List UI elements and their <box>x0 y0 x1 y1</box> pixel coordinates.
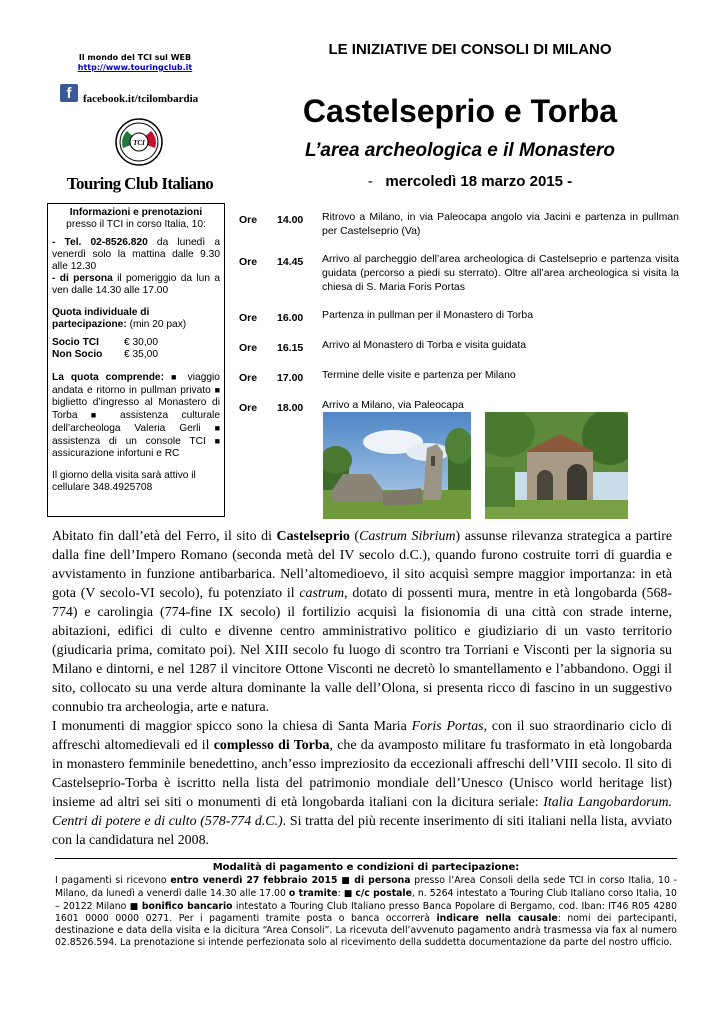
bullet-icon: ■ <box>171 372 181 382</box>
pay-t3: di persona <box>354 875 411 886</box>
schedule-desc: Partenza in pullman per il Monastero di Torba <box>322 309 534 321</box>
paragraph-2 <box>52 717 672 850</box>
persona-text: il pomeriggio da lun a ven dalle 14.30 alle 17.00 <box>52 273 220 296</box>
tel-text: da lunedì a venerdì solo la mattina dalle 9.30 alle 12.30 <box>52 237 221 272</box>
price-socio <box>52 337 220 349</box>
ore-label: Ore <box>239 256 258 268</box>
quota-label: Quota individuale di partecipazione: <box>52 307 150 330</box>
pay-t6: : <box>337 887 344 899</box>
pay-t7: c/c postale <box>355 887 412 899</box>
pay-t10: intestato a Touring Club Italiano presso Banca Popolare di Bergamo, cod. Iban: IT46 R05 4280 1601 0000 0000 0271. Per i pagamenti tramite posta o banca occorrerà <box>55 900 677 925</box>
persona-label: - di persona <box>52 273 113 284</box>
bullet-icon: ■ <box>343 888 353 899</box>
event-date <box>280 173 660 190</box>
consoli-heading: LE INIZIATIVE DEI CONSOLI DI MILANO <box>328 41 612 58</box>
schedule-desc: Arrivo al parcheggio dell’area archeologica di Castelseprio e partenza visita guidata (percorso a piedi su sterrato). Oltre all’area archeologica si visita la chiesa di S. Maria Foris Portas <box>322 253 679 293</box>
p2-c: , con il suo straordinario ciclo di affreschi altomedievali ed il <box>52 719 672 753</box>
schedule-time: 14.00 <box>277 214 304 226</box>
schedule-desc: Termine delle visite e partenza per Milano <box>322 369 516 381</box>
price-nonsocio <box>52 349 220 361</box>
pay-t11: indicare nella causale <box>436 913 558 925</box>
payment-title: Modalità di pagamento e condizioni di partecipazione: <box>212 862 520 873</box>
bullet-icon: ■ <box>214 436 220 446</box>
facebook-link[interactable]: facebook.it/tcilombardia <box>83 93 199 105</box>
facebook-icon[interactable]: f <box>60 84 78 102</box>
p1-g: , dotato di possenti mura, mentre in età longobarda (568-774) e carolingia (774-fine IX secolo) il fortilizio acquisì la fisionomia di una città con strade interne, abitazioni, edifici di culto e divenne centro amministrativo politico e giudiziario di un vasto territorio (giudicaria prima, comitato poi). Nel XIII secolo fu luogo di scontro tra Torriani e Visconti per la signoria su Milano e dintorni, e nel 1287 il vincitore Ottone Visconti ne decretò lo smantellamento e l’abbandono. Oggi il sito, collocato su una verde altura dominante la valle dell’Olona, si presenta ricco di fascino in un suggestivo connubio tra archeologia, arte e natura. <box>52 586 672 715</box>
p1-f: castrum <box>299 586 345 601</box>
logo-text: TCI <box>133 139 145 147</box>
pay-t2: entro venerdì 27 febbraio 2015 <box>170 875 338 886</box>
cellulare-note: Il giorno della visita sarà attivo il cellulare 348.4925708 <box>52 470 196 493</box>
tci-logo-icon <box>115 118 163 166</box>
comprende-5: assicurazione infortuni e RC <box>52 448 180 459</box>
torba-monastery-photo <box>485 412 628 519</box>
ore-label: Ore <box>239 402 258 414</box>
info-box <box>47 203 225 517</box>
p2-b: Foris Portas <box>411 719 484 734</box>
comprende-2: biglietto d’ingresso al Monastero di Torba <box>52 397 220 421</box>
pay-t12: : nomi dei partecipanti, destinazione e data della visita e la dicitura “Area Consoli”. La ricevuta dell’avvenuto pagamento andrà trasmessa via fax al numero 02.8526.594. La prenotazione si intende perfezionata solo al ricevimento della suddetta documentazione da parte del nostro ufficio. <box>55 913 677 948</box>
ore-label: Ore <box>239 342 258 354</box>
schedule-desc: Arrivo a Milano, via Paleocapa <box>322 399 464 411</box>
nonsocio-price: € 35,00 <box>124 349 158 360</box>
bullet-icon: ■ <box>341 876 351 886</box>
pay-t8: , n. 5264 intestato a Touring Club Italiano corso Italia, 10 – 20122 Milano <box>55 887 677 912</box>
p2-d: complesso di Torba <box>213 738 330 753</box>
article-body <box>52 527 672 850</box>
p1-d: Castrum Sibrium <box>359 529 456 544</box>
comprende-label: La quota comprende: <box>52 372 164 383</box>
socio-label: Socio TCI <box>52 337 99 348</box>
p2-g: . Si tratta del più recente inserimento di siti italiani nella lista, avviato con la candidatura nel 2008. <box>52 814 672 848</box>
paragraph-1 <box>52 527 672 717</box>
schedule-time: 16.15 <box>277 342 304 354</box>
quota-min: (min 20 pax) <box>126 319 187 330</box>
bullet-icon: ■ <box>129 901 139 912</box>
schedule-row <box>231 210 679 252</box>
pay-t9: bonifico bancario <box>141 900 233 912</box>
web-title: Il mondo del TCI sul WEB <box>78 53 192 62</box>
ore-label: Ore <box>239 312 258 324</box>
schedule-row <box>231 252 679 308</box>
comprende-4: assistenza di un console TCI <box>52 436 215 447</box>
schedule-row <box>231 338 679 368</box>
info-title: Informazioni e prenotazioni <box>69 207 203 218</box>
schedule-time: 17.00 <box>277 372 304 384</box>
info-where: presso il TCI in corso Italia, 10: <box>66 219 206 230</box>
schedule-time: 18.00 <box>277 402 304 414</box>
tci-name: Touring Club Italiano <box>66 174 214 193</box>
date-text: mercoledì 18 marzo 2015 - <box>385 173 573 190</box>
nonsocio-label: Non Socio <box>52 349 103 360</box>
schedule-table <box>231 210 679 428</box>
payment-text <box>55 875 677 949</box>
bullet-icon: ■ <box>214 385 220 395</box>
comprende-1: viaggio andata e ritorno in pullman privato <box>52 372 220 396</box>
p1-a: Abitato fin dall’età del Ferro, il sito di <box>52 529 277 544</box>
divider <box>55 858 677 859</box>
website-link[interactable]: http://www.touringclub.it <box>77 63 193 72</box>
ore-label: Ore <box>239 214 258 226</box>
p1-c: ( <box>349 529 360 544</box>
schedule-time: 16.00 <box>277 312 304 324</box>
comprende-3: assistenza culturale dell’archeologa Valeria Gerli <box>52 410 220 434</box>
schedule-desc: Arrivo al Monastero di Torba e visita guidata <box>322 339 527 351</box>
castelseprio-ruins-photo <box>323 412 471 519</box>
bullet-icon: ■ <box>214 423 220 433</box>
p2-f: Italia Langobardorum. Centri di potere e di culto (578-774 d.C.) <box>52 795 672 829</box>
pay-t1: I pagamenti si ricevono <box>55 875 171 886</box>
socio-price: € 30,00 <box>124 337 158 348</box>
schedule-time: 14.45 <box>277 256 304 268</box>
schedule-row <box>231 308 679 338</box>
ore-label: Ore <box>239 372 258 384</box>
p1-e: ) assunse rilevanza strategica a partire dalla fine dell’Impero Romano (seconda metà del IV secolo d.C.), quando furono costruite torri di guardia e avvistamento in funzione antibarbarica. Nell’altomedioevo, il sito acquisì sempre maggior importanza: in età gota (V secolo-VI secolo), fu potenziato il <box>52 529 672 601</box>
tel-label: - Tel. 02-8526.820 <box>52 237 148 248</box>
page-subtitle: L’area archeologica e il Monastero <box>304 140 616 161</box>
schedule-row <box>231 368 679 398</box>
date-dash: - <box>367 173 373 190</box>
bullet-icon: ■ <box>90 410 107 420</box>
p2-a: I monumenti di maggior spicco sono la chiesa di Santa Maria <box>52 719 412 734</box>
pay-t5: o tramite <box>288 887 338 899</box>
page-title: Castelseprio e Torba <box>302 93 618 129</box>
p1-b: Castelseprio <box>276 529 350 544</box>
pay-t4: presso l’Area Consoli della sede TCI in corso Italia, 10 - Milano, da lunedì a venerdì dalle 14.30 alle 17.00 <box>55 875 677 899</box>
p2-e: , che da avamposto militare fu trasformato in età longobarda in monastero femminile benedettino, anch’esso impreziosito da eccezionali affreschi dell’VIII secolo. Il sito di Castelseprio-Torba è iscritto nella lista del patrimonio mondiale dell’Unesco (Unisco world heritage list) insieme ad altri sei siti o monumenti di età longobarda italiani con la dicitura seriale: <box>52 738 672 810</box>
schedule-desc: Ritrovo a Milano, in via Paleocapa angolo via Jacini e partenza in pullman per Castelseprio (Va) <box>322 211 679 237</box>
